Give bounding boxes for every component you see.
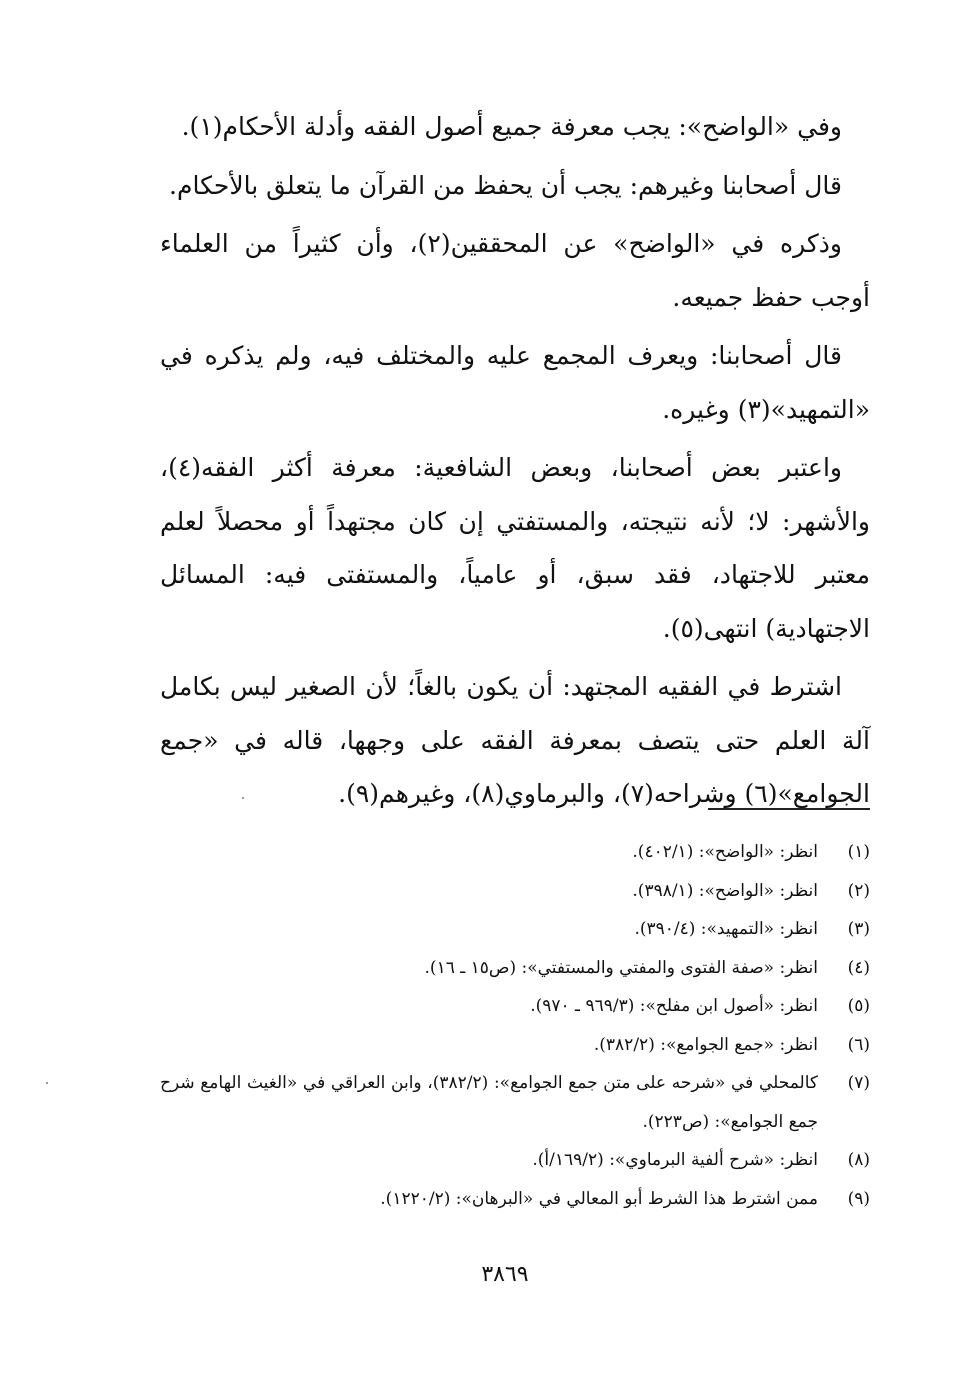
footnote-number: (٥) — [847, 996, 870, 1016]
paragraph: واعتبر بعض أصحابنا، وبعض الشافعية: معرفة أكثر الفقه(٤)، والأشهر: لا؛ لأنه نتيجته، والمستفتي إن كان مجتهداً أو محصلاً لعلم معتبر للاجتهاد، فقد سبق، أو عامياً، والمستفتى فيه: المسائل الاجتهادية) انتهى(٥). — [160, 453, 870, 643]
footnote-number: (٦) — [847, 1034, 870, 1055]
footnote-text: انظر: «جمع الجوامع»: (٣٨٢/٢). — [593, 1034, 818, 1055]
footnote-number: (٩) — [847, 1188, 870, 1209]
footnote-text: انظر: «الواضح»: (٣٩٨/١). — [632, 880, 818, 901]
paragraph: اشترط في الفقيه المجتهد: أن يكون بالغاً؛ لأن الصغير ليس بكامل آلة العلم حتى يتصف بمعرفة الفقه على وجهها، قاله في «جمع الجوامع»(٦) وشراحه(٧)، والبرماوي(٨)، وغيرهم(٩). — [160, 672, 870, 808]
page-number: ٣٨٦٩ — [481, 1262, 529, 1287]
paragraph: وفي «الواضح»: يجب معرفة جميع أصول الفقه وأدلة الأحكام(١). — [181, 112, 842, 141]
footnote-number: (٧) — [847, 1073, 870, 1093]
footnote-text: انظر: «التمهيد»: (٣٩٠/٤). — [634, 919, 818, 939]
footnotes — [160, 833, 870, 1218]
footnote-text: انظر: «شرح ألفية البرماوي»: (١٦٩/٢/أ). — [532, 1150, 818, 1170]
footnote — [160, 1026, 870, 1065]
footnote-text: ممن اشترط هذا الشرط أبو المعالي في «البرهان»: (١٢٢٠/٢). — [380, 1188, 818, 1209]
footnote — [160, 872, 870, 911]
footnote-number: (١) — [847, 842, 870, 862]
footnote-text: كالمحلي في «شرحه على متن جمع الجوامع»: (٣٨٢/٢)، وابن العراقي في «الغيث الهامع شرح جمع الجوامع»: (ص٢٢٣). — [160, 1073, 818, 1132]
main-text — [160, 100, 870, 826]
footnote-number: (٨) — [847, 1150, 870, 1170]
scan-speck — [242, 797, 244, 799]
footnote — [160, 949, 870, 988]
footnote — [160, 833, 870, 872]
footnote — [160, 987, 870, 1026]
footnote-text: انظر: «الواضح»: (٤٠٢/١). — [632, 842, 818, 862]
scan-speck — [46, 1082, 48, 1084]
footnote — [160, 1180, 870, 1219]
footnote — [160, 1064, 870, 1141]
paragraph: قال أصحابنا وغيرهم: يجب أن يحفظ من القرآن ما يتعلق بالأحكام. — [169, 170, 842, 200]
paragraph: قال أصحابنا: ويعرف المجمع عليه والمختلف فيه، ولم يذكره في «التمهيد»(٣) وغيره. — [160, 341, 870, 424]
footnote-number: (٣) — [847, 919, 870, 939]
footnote — [160, 910, 870, 949]
footnote-text: انظر: «أصول ابن مفلح»: (٩٦٩/٣ ـ ٩٧٠). — [530, 996, 818, 1016]
footnote-text: انظر: «صفة الفتوى والمفتي والمستفتي»: (ص١٥ ـ ١٦). — [424, 957, 818, 978]
footnote-number: (٢) — [847, 880, 870, 901]
footnote — [160, 1141, 870, 1180]
footnote-number: (٤) — [847, 957, 870, 978]
paragraph: وذكره في «الواضح» عن المحققين(٢)، وأن كثيراً من العلماء أوجب حفظ جميعه. — [160, 229, 870, 312]
footnote-separator — [708, 808, 870, 810]
